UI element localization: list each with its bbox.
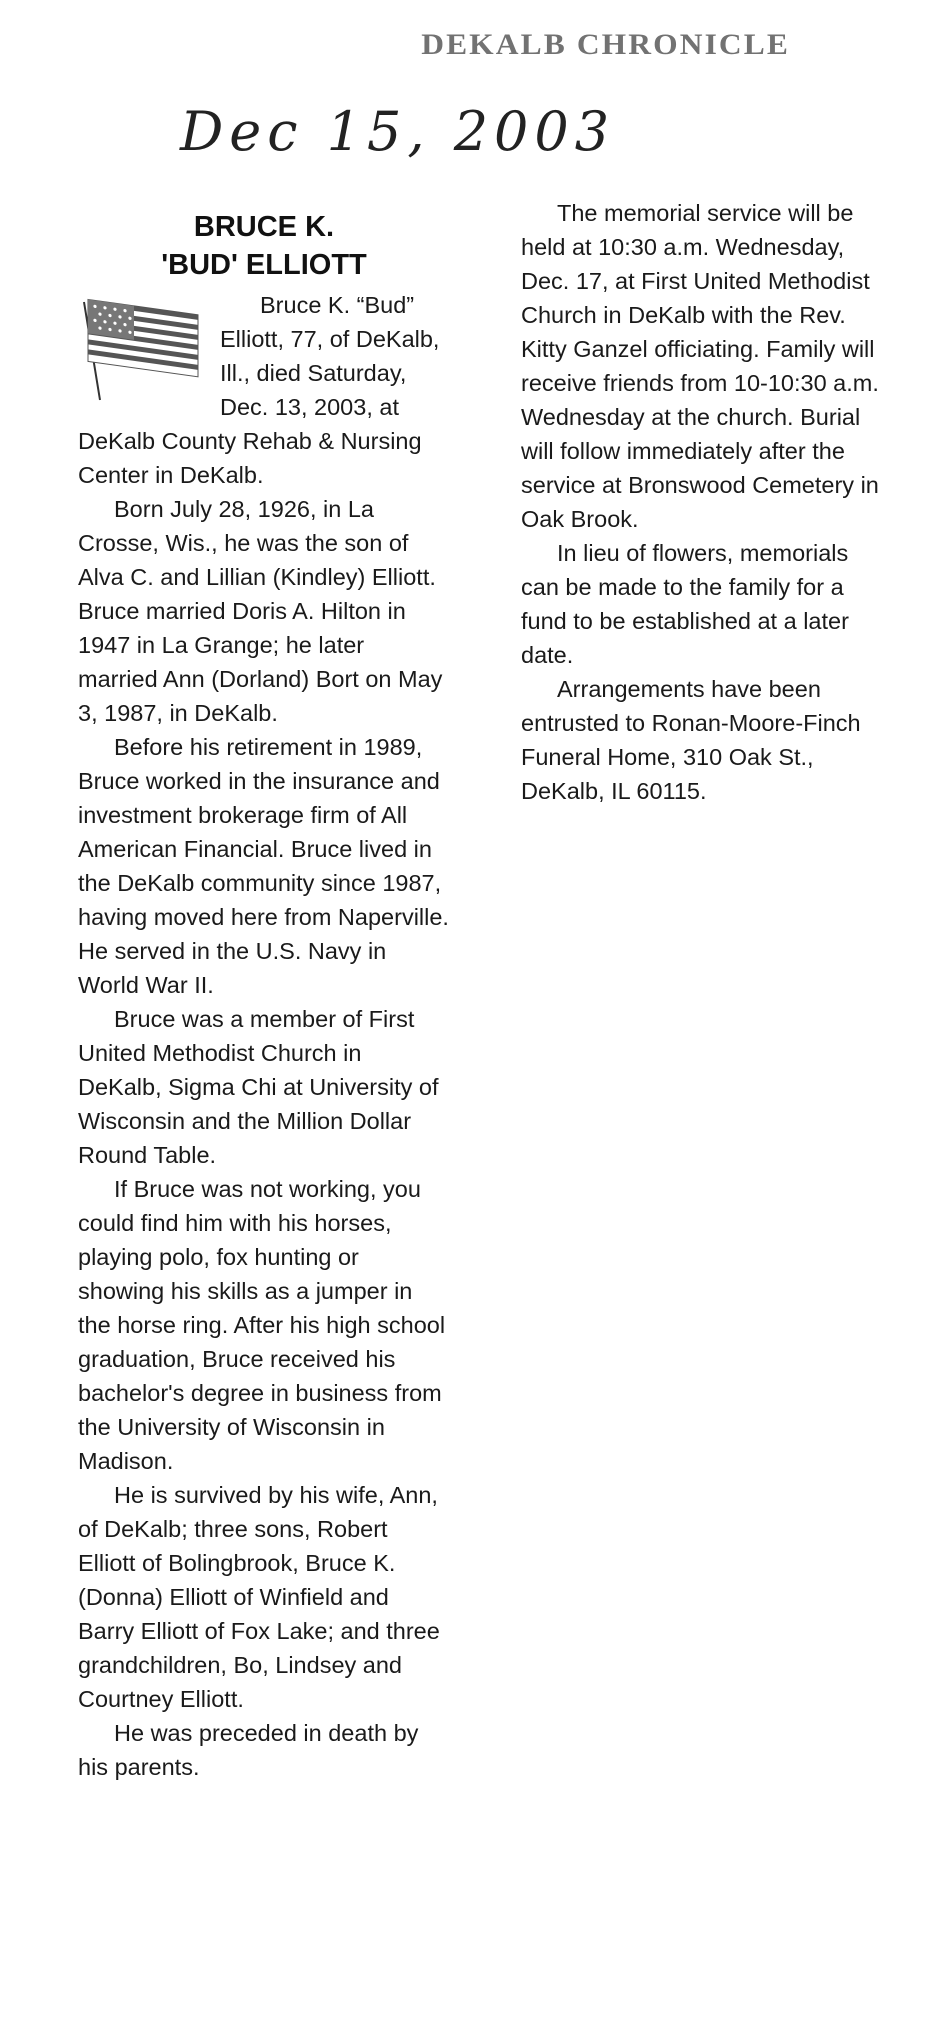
handwritten-date: Dec 15, 2003 [180,100,616,163]
obituary-paragraph: If Bruce was not working, you could find him with his horses, playing polo, fox hunting or showing his skills as a jumper in the horse ring. After his high school graduation, Bruce received his bachelor's degree in business from the University of Wisconsin in Madison. [78,1176,446,1474]
newspaper-masthead: DEKALB CHRONICLE [421,28,790,61]
obituary-right-column [521,196,891,808]
obituary-paragraph: He is survived by his wife, Ann, of DeKalb; three sons, Robert Elliott of Bolingbrook, Bruce K. (Donna) Elliott of Winfield and Barry Elliott of Fox Lake; and three grandchildren, Bo, Lindsey and Courtney Elliott. [78,1482,440,1712]
obituary-headline [78,208,450,284]
obituary-paragraph: Arrangements have been entrusted to Ronan-Moore-Finch Funeral Home, 310 Oak St., DeKalb, IL 60115. [521,676,861,804]
obituary-paragraph: Bruce was a member of First United Methodist Church in DeKalb, Sigma Chi at University of Wisconsin and the Million Dollar Round Table. [78,1006,439,1168]
obituary-paragraph: Before his retirement in 1989, Bruce worked in the insurance and investment brokerage firm of All American Financial. Bruce lived in the DeKalb community since 1987, having moved here from Naperville. He served in the U.S. Navy in World War II. [78,734,449,998]
american-flag-icon [78,288,212,406]
obituary-paragraph: Bruce K. “Bud” Elliott, 77, of DeKalb, Ill., died Saturday, Dec. 13, 2003, at DeKalb County Rehab & Nursing Center in DeKalb. [78,292,440,488]
headline-line-1: BRUCE K. [193,211,335,243]
obituary-paragraph: The memorial service will be held at 10:30 a.m. Wednesday, Dec. 17, at First United Methodist Church in DeKalb with the Rev. Kitty Ganzel officiating. Family will receive friends from 10-10:30 a.m. Wednesday at the church. Burial will follow immediately after the service at Bronswood Cemetery in Oak Brook. [521,200,879,532]
obituary-paragraph: In lieu of flowers, memorials can be made to the family for a fund to be established at a later date. [521,540,849,668]
obituary-paragraph: He was preceded in death by his parents. [78,1720,419,1780]
obituary-paragraph: Born July 28, 1926, in La Crosse, Wis., he was the son of Alva C. and Lillian (Kindley) Elliott. Bruce married Doris A. Hilton in 1947 in La Grange; he later married Ann (Dorland) Bort on May 3, 1987, in DeKalb. [78,496,443,726]
obituary-left-column [78,208,450,1784]
headline-line-2: 'BUD' ELLIOTT [161,249,367,281]
